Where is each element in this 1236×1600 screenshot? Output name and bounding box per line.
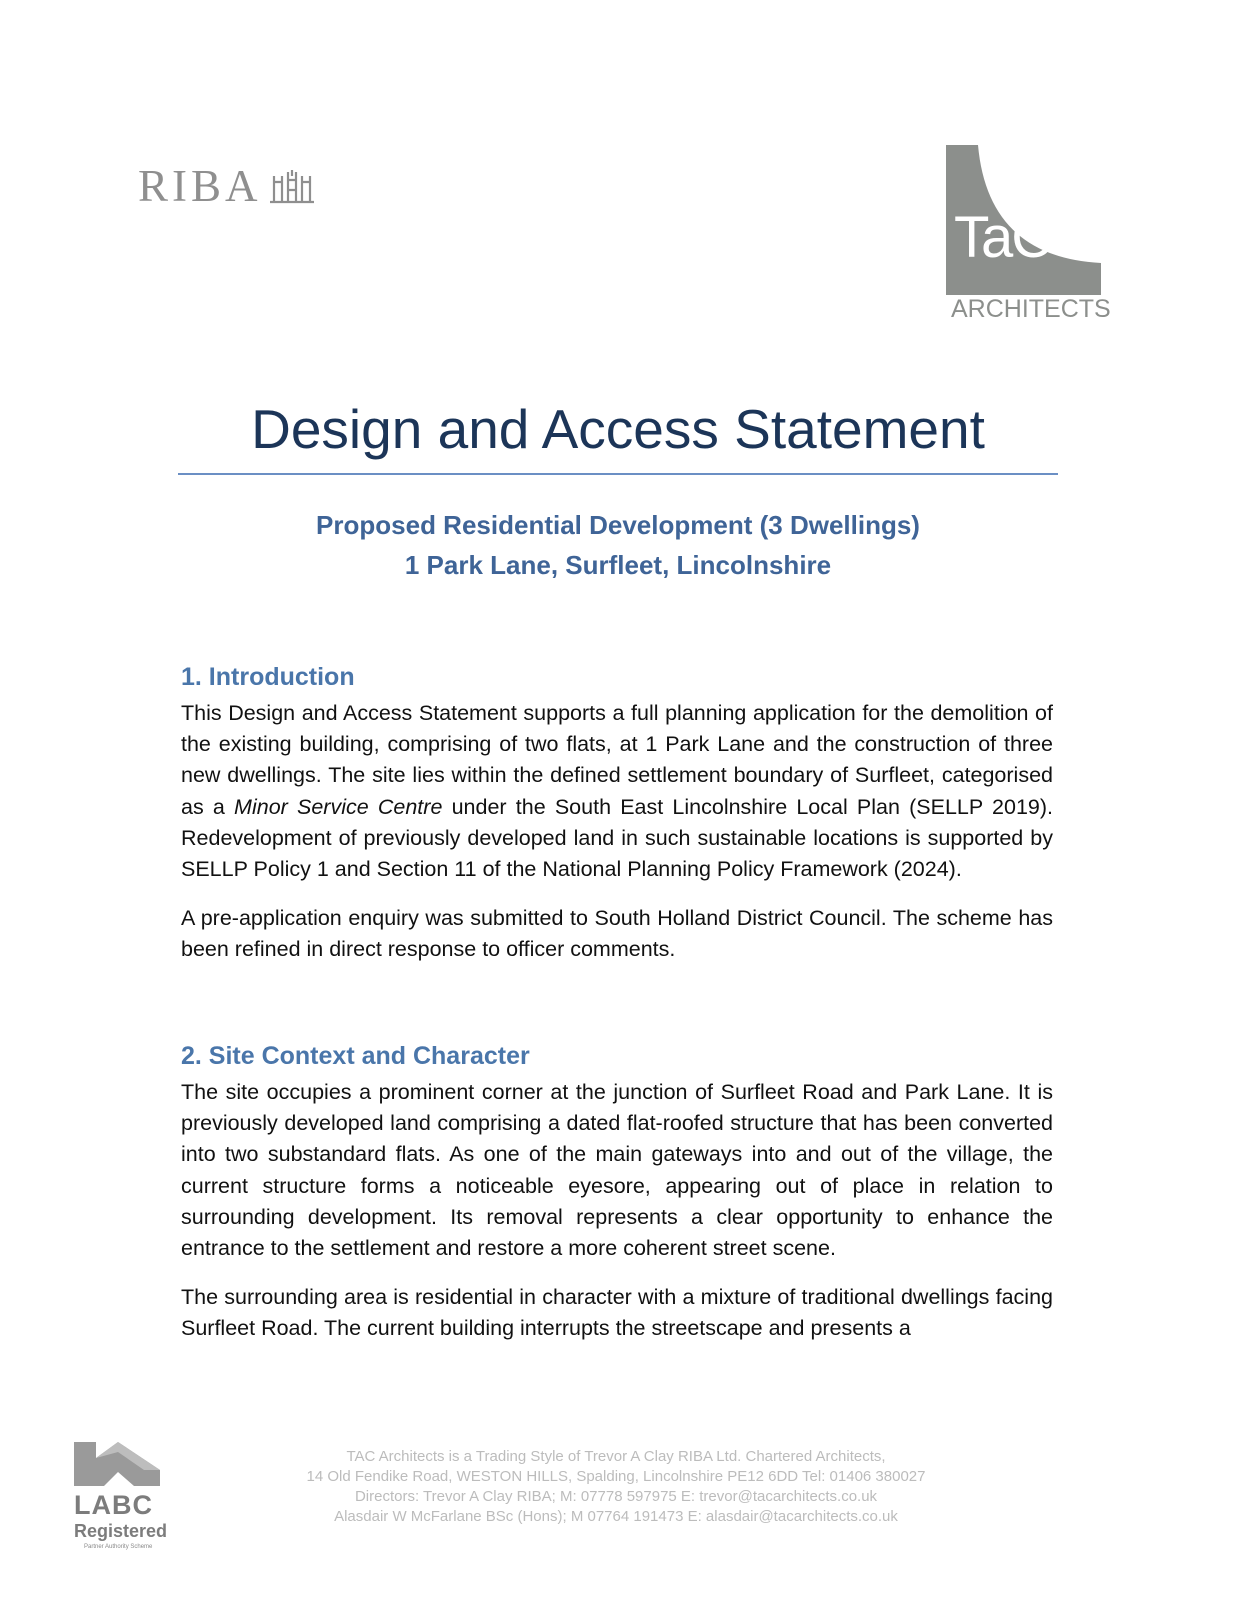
tac-architects-logo (946, 145, 1111, 330)
tac-logo-subtext: ARCHITECTS (951, 295, 1111, 323)
subtitle-line-1: Proposed Residential Development (3 Dwellings) (316, 510, 920, 540)
tac-logo-text: TaC (954, 205, 1052, 270)
emphasis-text: Minor Service Centre (234, 794, 443, 819)
title-divider (178, 473, 1058, 475)
footer-line: TAC Architects is a Trading Style of Trevor A Clay RIBA Ltd. Chartered Architects, (346, 1448, 886, 1465)
paragraph-text: under the South East Lincolnshire Local Plan (SELLP 2019). Redevelopment of previously developed land in such sustainable locations is supported by SELLP Policy 1 and Section 11 of the National Planning Policy Framework (2024). (181, 794, 1053, 882)
page-title: Design and Access Statement (251, 398, 985, 460)
section-heading: 1. Introduction (181, 663, 355, 691)
labc-registered-logo (72, 1442, 184, 1552)
subtitle-line-2: 1 Park Lane, Surfleet, Lincolnshire (404, 550, 832, 580)
footer-line: Alasdair W McFarlane BSc (Hons); M 07764 191473 E: alasdair@tacarchitects.co.uk (334, 1508, 898, 1525)
labc-logo-text: LABC (74, 1490, 153, 1520)
section-site-context (181, 1042, 1053, 1344)
paragraph (181, 698, 1053, 886)
document-body (181, 663, 1053, 1361)
section-heading: 2. Site Context and Character (181, 1042, 530, 1071)
footer-line: 14 Old Fendike Road, WESTON HILLS, Spalding, Lincolnshire PE12 6DD Tel: 01406 380027 (306, 1468, 926, 1485)
riba-crest-icon (268, 168, 316, 206)
labc-scheme-text: Partner Authority Scheme (84, 1544, 153, 1550)
paragraph-text: This Design and Access Statement supports a full planning application for the demolition of the existing building, comprising of two flats, at 1 Park Lane and the construction of three new dwellings. The site lies within the defined settlement boundary of Surfleet, categorised as a (181, 700, 1053, 819)
footer (230, 1447, 1002, 1527)
paragraph: The site occupies a prominent corner at the junction of Surfleet Road and Park Lane. It is previously developed land comprising a dated flat-roofed structure that has been converted into two substandard flats. As one of the main gateways into and out of the village, the current structure forms a noticeable eyesore, appearing out of place in relation to surrounding development. Its removal represents a clear opportunity to enhance the entrance to the settlement and restore a more coherent street scene. (181, 1079, 1053, 1261)
riba-logo (138, 161, 316, 211)
paragraph: A pre-application enquiry was submitted to South Holland District Council. The scheme has been refined in direct response to officer comments. (181, 905, 1053, 961)
labc-registered-text: Registered (74, 1521, 168, 1541)
riba-logo-text: RIBA (138, 161, 262, 211)
section-spacer (181, 982, 1053, 1042)
labc-roof-icon (74, 1442, 160, 1486)
footer-line: Directors: Trevor A Clay RIBA; M: 07778 597975 E: trevor@tacarchitects.co.uk (354, 1488, 878, 1505)
paragraph: The surrounding area is residential in character with a mixture of traditional dwellings facing Surfleet Road. The current building interrupts the streetscape and presents a (181, 1284, 1053, 1340)
section-introduction (181, 663, 1053, 965)
